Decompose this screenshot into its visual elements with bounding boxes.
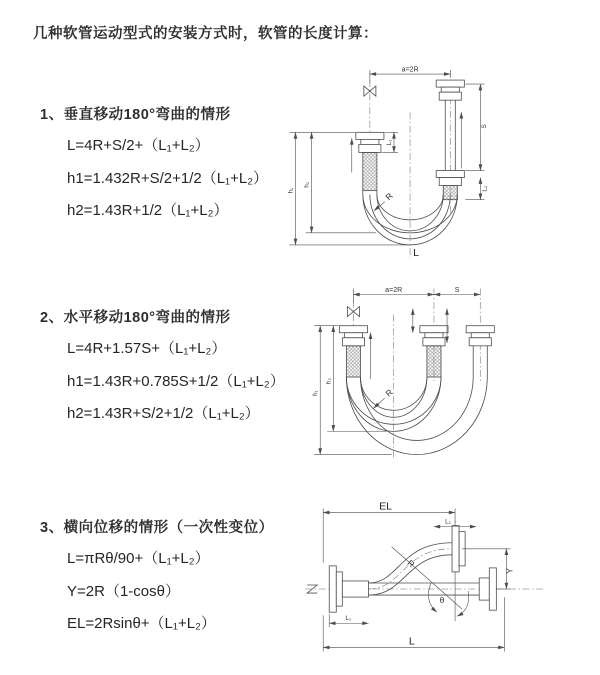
centerlines: [353, 288, 480, 459]
dim-label-h1: h₁: [312, 390, 320, 396]
dim-label-a2r: a=2R: [401, 66, 419, 74]
left-flange-group: [339, 326, 367, 377]
dimension-l1: [329, 614, 368, 627]
diagram-3-lateral-displacement: [293, 496, 595, 673]
dimension-l: [323, 597, 504, 651]
dim-label-l: L: [413, 246, 419, 259]
dimension-l2: [465, 178, 488, 200]
dimension-s: [465, 84, 488, 170]
dim-label-l1: L₁: [385, 139, 393, 146]
formula-line: h1=1.432R+S/2+1/2（L₁+L₂）: [67, 169, 269, 187]
diagram-1-vertical-180-bend: [281, 64, 513, 260]
left-flange-group: [356, 132, 384, 190]
dim-label-h1: h₁: [287, 187, 295, 194]
braided-hose: [443, 186, 457, 200]
section-2-heading: 2、水平移动180°弯曲的情形: [40, 310, 231, 326]
formula-line: h1=1.43R+0.785S+1/2（L₁+L₂）: [67, 372, 285, 390]
page-title: 几种软管运动型式的安装方式时，软管的长度计算：: [33, 26, 378, 42]
diagram-2-horizontal-180-bend: [286, 280, 598, 464]
dim-label-a2r: a=2R: [385, 286, 403, 294]
right-flange-group: [466, 326, 494, 346]
section-3-formulas: [67, 543, 274, 641]
formula-line: EL=2Rsinθ+（L₁+L₂）: [67, 615, 216, 632]
radius-leader: [374, 387, 395, 408]
section-3-heading: 3、横向位移的情形（一次性变位）: [40, 520, 274, 536]
section-1-text: [40, 103, 268, 228]
dim-label-h2: h₂: [303, 181, 311, 188]
middle-flange-group: [420, 326, 448, 377]
section-2-text: [40, 306, 285, 431]
dimension-l1: [382, 132, 398, 152]
braided-hose: [427, 346, 441, 377]
dim-label-s: S: [480, 124, 488, 129]
dim-label-l1: L₁: [345, 615, 352, 623]
section-3-text: [40, 516, 274, 641]
hose-arcs: [346, 346, 487, 455]
formula-line: L=4R+1.57S+（L₁+L₂）: [67, 340, 227, 357]
formula-line: Y=2R（1-cosθ）: [67, 582, 180, 600]
dimension-s: [434, 287, 480, 295]
left-flange-group: [329, 566, 368, 612]
formula-line: L=πRθ/90+（L₁+L₂）: [67, 550, 210, 567]
centerlines: [370, 70, 450, 258]
dimension-h1: [287, 132, 408, 245]
dim-label-h2: h₂: [325, 378, 333, 385]
dim-label-y: Y: [504, 568, 515, 574]
dim-label-l: L: [408, 635, 415, 648]
section-1-formulas: [67, 130, 268, 228]
section-2-formulas: [67, 333, 285, 431]
dim-label-l2: L₂: [481, 185, 489, 192]
dimension-width: [353, 287, 434, 303]
displaced-hose: [369, 526, 466, 595]
dim-label-r: R: [405, 557, 417, 570]
dim-label-r: R: [383, 190, 395, 203]
formula-line: h2=1.43R+S/2+1/2（L₁+L₂）: [67, 405, 260, 422]
braided-hose: [363, 152, 377, 190]
dim-label-el: EL: [379, 500, 393, 513]
dim-label-r: R: [383, 387, 395, 399]
formula-line: h2=1.43R+1/2（L₁+L₂）: [67, 202, 229, 219]
braided-hose: [346, 346, 360, 377]
dim-label-theta: θ: [439, 595, 445, 606]
dimension-el: [323, 501, 455, 563]
dim-label-s: S: [454, 286, 460, 294]
section-1-heading: 1、垂直移动180°弯曲的情形: [40, 107, 231, 123]
dim-label-l2: L₂: [445, 518, 451, 526]
formula-line: L=4R+S/2+（L₁+L₂）: [67, 137, 210, 154]
